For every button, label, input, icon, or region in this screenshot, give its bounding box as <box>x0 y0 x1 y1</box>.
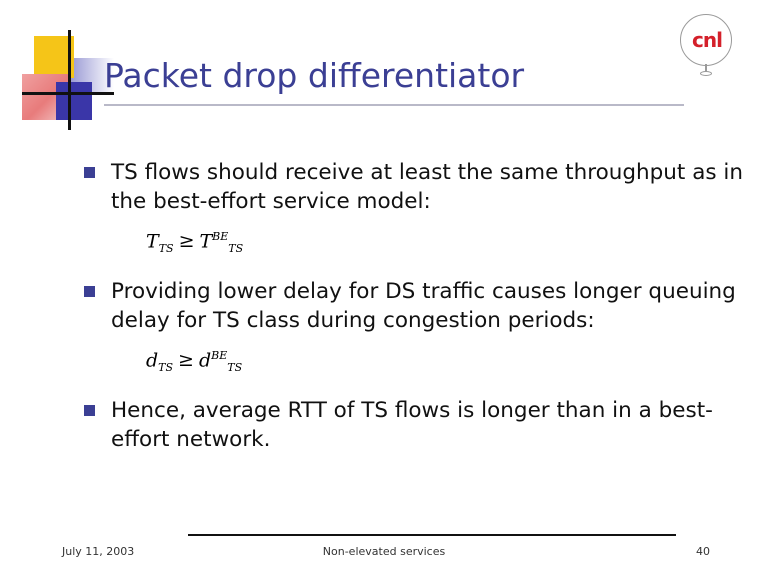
formula-rhs-sub: TS <box>227 361 243 375</box>
list-item <box>84 277 744 335</box>
formula-lhs-base: d <box>146 349 159 372</box>
bullet-square-icon <box>84 167 95 178</box>
footer-page-number: 40 <box>696 545 710 558</box>
page-title: Packet drop differentiator <box>104 56 525 95</box>
slide-body <box>84 158 744 456</box>
list-item <box>84 396 744 454</box>
footer-date: July 11, 2003 <box>62 545 135 558</box>
bullet-square-icon <box>84 405 95 416</box>
formula-lhs-sub: TS <box>158 242 174 256</box>
bullet-square-icon <box>84 286 95 297</box>
formula-throughput <box>146 230 744 255</box>
formula-rhs-sup: BE <box>212 230 229 243</box>
horizontal-rule <box>22 92 114 95</box>
formula-lhs-base: T <box>146 230 159 253</box>
formula-operator: ≥ <box>178 230 195 253</box>
footer-title: Non-elevated services <box>322 545 446 558</box>
footer-divider <box>188 534 676 536</box>
badge-mark-text: cnl <box>692 28 722 52</box>
formula-lhs-sub: TS <box>158 361 174 375</box>
formula-rhs-base: T <box>199 230 213 253</box>
decorative-logo-block <box>22 30 114 130</box>
formula-delay <box>146 349 744 374</box>
bullet-text: Hence, average RTT of TS flows is longer than in a best-effort network. <box>111 398 713 453</box>
footer <box>0 545 768 565</box>
vertical-rule <box>68 30 71 130</box>
formula-rhs-sup: BE <box>211 349 228 363</box>
blue-square-icon <box>56 82 92 120</box>
bullet-text: Providing lower delay for DS traffic causes longer queuing delay for TS class during congestion periods: <box>111 279 736 334</box>
formula-operator: ≥ <box>178 349 194 372</box>
bullet-text: TS flows should receive at least the same throughput as in the best-effort service model: <box>111 160 744 214</box>
list-item <box>84 158 744 216</box>
formula-rhs-base: d <box>198 349 212 372</box>
title-divider <box>104 104 684 106</box>
formula-rhs-sub: TS <box>228 242 244 256</box>
